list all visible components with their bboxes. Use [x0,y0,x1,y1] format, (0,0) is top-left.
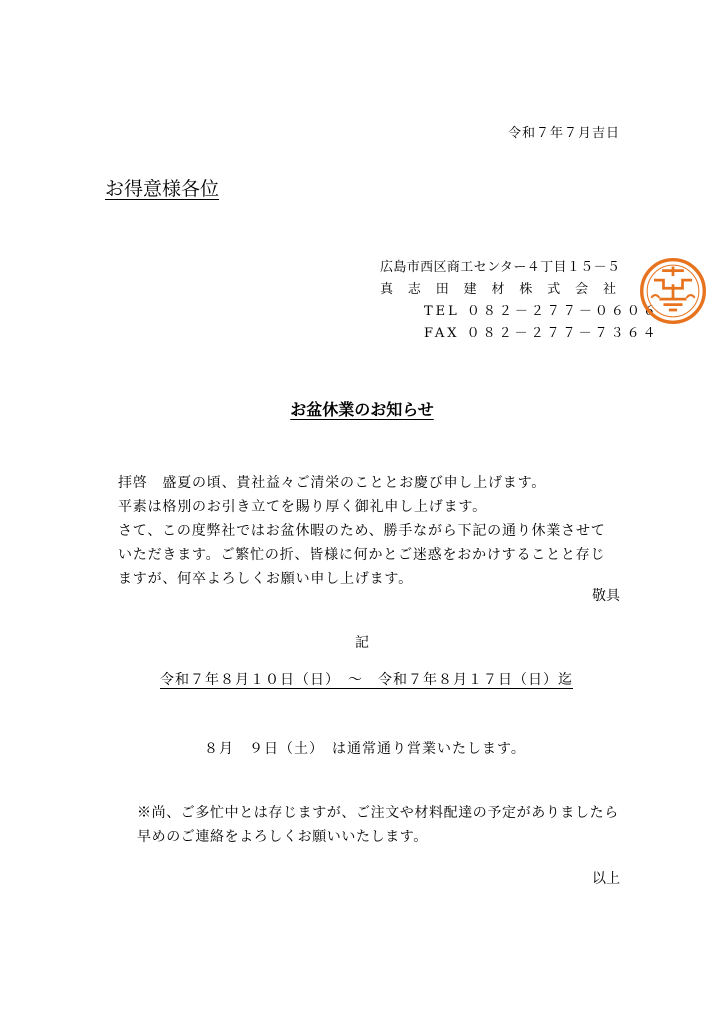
ki-heading: 記 [355,635,369,651]
body-line: 拝啓 盛夏の頃、貴社益々ご清栄のこととお慶び申し上げます。 [118,475,547,491]
open-day-notice: ８月 ９日（土） は通常通り営業いたします。 [204,741,526,757]
sender-fax: FAX ０８２－２７７－７３６４ [424,326,659,341]
recipient-heading: お得意様各位 [105,178,220,200]
sender-tel: TEL ０８２－２７７－０６０６ [424,304,659,319]
closing-ijou: 以上 [592,871,620,887]
holiday-period: 令和７年８月１０日（日） ～ 令和７年８月１７日（日）迄 [160,672,573,688]
note-line: ※尚、ご多忙中とは存じますが、ご注文や材料配達の予定がありましたら [137,805,619,821]
body-line: さて、この度弊社ではお盆休暇のため、勝手ながら下記の通り休業させて [118,523,606,539]
document-date: 令和７年７月吉日 [507,126,620,141]
closing-keigu: 敬具 [592,588,620,604]
sender-address: 広島市西区商工センター４丁目１５－５ [380,260,620,275]
body-line: 平素は格別のお引き立てを賜り厚く御礼申し上げます。 [118,499,487,515]
sender-company: 真志田建材株式会社 [380,282,620,297]
notice-title [0,397,724,420]
body-line: いただきます。ご繁忙の折、皆様に何かとご迷惑をおかけすることと存じ [118,547,606,563]
notice-title-text: お盆休業のお知らせ [290,400,434,419]
company-seal-stamp [639,257,707,325]
note-line: 早めのご連絡をよろしくお願いいたします。 [137,829,428,845]
body-line: ますが、何卒よろしくお願い申し上げます。 [118,571,413,587]
